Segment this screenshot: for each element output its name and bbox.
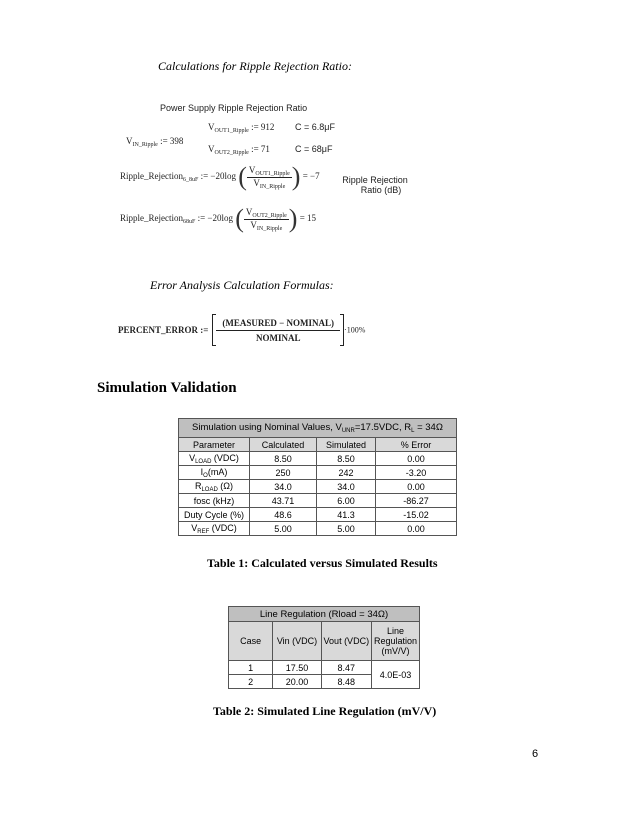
table1-header: Simulated [317, 438, 376, 452]
case-cell: 1 [229, 661, 273, 675]
table2-header: Case [229, 622, 273, 661]
simulation-validation-heading: Simulation Validation [97, 380, 237, 396]
table1-caption: Table 1: Calculated versus Simulated Results [207, 556, 438, 570]
error-cell: 0.00 [376, 452, 457, 466]
line-regulation-table [228, 606, 420, 689]
simulated-cell: 5.00 [317, 522, 376, 536]
line-regulation-cell: 4.0E-03 [371, 661, 419, 689]
param-cell: $V_{LOAD}$ (VDC) [179, 452, 250, 466]
ripple-rejection-68uf-equation: Ripple_Rejection$_{68uF}$ := −20log ( $\frac{V_{OUT2\_Ripple}}{V_{IN\_Ripple}}$ ) = 15 [120, 204, 317, 233]
table1-header: Parameter [179, 438, 250, 452]
param-cell: $I_O(mA)$ [179, 466, 250, 480]
vout-cell: 8.48 [321, 675, 371, 689]
table-row [179, 494, 457, 508]
vout-cell: 8.47 [321, 661, 371, 675]
param-cell: Duty Cycle (%) [179, 508, 250, 522]
table2-caption: Table 2: Simulated Line Regulation (mV/V) [213, 704, 437, 718]
error-cell: -3.20 [376, 466, 457, 480]
simulated-cell: 34.0 [317, 480, 376, 494]
table2-header: Line Regulation (mV/V) [371, 622, 419, 661]
error-cell: -15.02 [376, 508, 457, 522]
vin-equation: $V_{IN\_Ripple}$ := 398 [126, 136, 184, 148]
ripple-rejection-6-8uf-equation: Ripple_Rejection$_{6\_8uF}$ := −20log ( $\frac{V_{OUT1\_Ripple}}{V_{IN\_Ripple}}$ ) = −7 [120, 162, 320, 191]
simulation-results-table [178, 418, 457, 536]
calculated-cell: 250 [250, 466, 317, 480]
table2-header: Vin (VDC) [273, 622, 321, 661]
error-section-label: Error Analysis Calculation Formulas: [150, 278, 334, 292]
simulated-cell: 41.3 [317, 508, 376, 522]
table-row [229, 661, 420, 675]
table-row [179, 508, 457, 522]
error-cell: 0.00 [376, 480, 457, 494]
table-row [179, 522, 457, 536]
simulated-cell: 8.50 [317, 452, 376, 466]
percent-error-formula: PERCENT_ERROR := $\frac{\text{(MEASURED − NOMINAL)}}{\text{NOMINAL}}$ ·100% [118, 314, 365, 346]
case-cell: 2 [229, 675, 273, 689]
simulated-cell: 6.00 [317, 494, 376, 508]
ripple-title: Power Supply Ripple Rejection Ratio [160, 103, 308, 113]
param-cell: fosc (kHz) [179, 494, 250, 508]
vout2-capacitance: C = 68μF [295, 144, 333, 154]
table2-header: Vout (VDC) [321, 622, 371, 661]
ripple-section-label: Calculations for Ripple Rejection Ratio: [158, 59, 352, 73]
error-cell: 0.00 [376, 522, 457, 536]
calculated-cell: 34.0 [250, 480, 317, 494]
ripple-equations [120, 100, 440, 240]
calculated-cell: 5.00 [250, 522, 317, 536]
param-cell: $V_{REF}$ (VDC) [179, 522, 250, 536]
table2-title: Line Regulation (Rload = 34Ω) [229, 607, 420, 622]
error-cell: -86.27 [376, 494, 457, 508]
calculated-cell: 8.50 [250, 452, 317, 466]
table-row [179, 466, 457, 480]
table-row [179, 480, 457, 494]
vout1-equation: $V_{OUT1\_Ripple}$ := 912 [208, 122, 275, 134]
vout2-equation: $V_{OUT2\_Ripple}$ := 71 [208, 144, 270, 156]
calculated-cell: 48.6 [250, 508, 317, 522]
page-number: 6 [532, 748, 539, 760]
table-row [179, 452, 457, 466]
ripple-rejection-note: Ripple Rejection Ratio (dB) [342, 175, 408, 195]
table1-header: Calculated [250, 438, 317, 452]
calculated-cell: 43.71 [250, 494, 317, 508]
vin-cell: 20.00 [273, 675, 321, 689]
param-cell: $R_{LOAD}$ (Ω) [179, 480, 250, 494]
vout1-capacitance: C = 6.8μF [295, 122, 335, 132]
simulated-cell: 242 [317, 466, 376, 480]
table1-header: % Error [376, 438, 457, 452]
vin-cell: 17.50 [273, 661, 321, 675]
table1-title: Simulation using Nominal Values, $V_{UNR}=17.5VDC$, $R_L = 34\Omega$ [179, 419, 457, 438]
